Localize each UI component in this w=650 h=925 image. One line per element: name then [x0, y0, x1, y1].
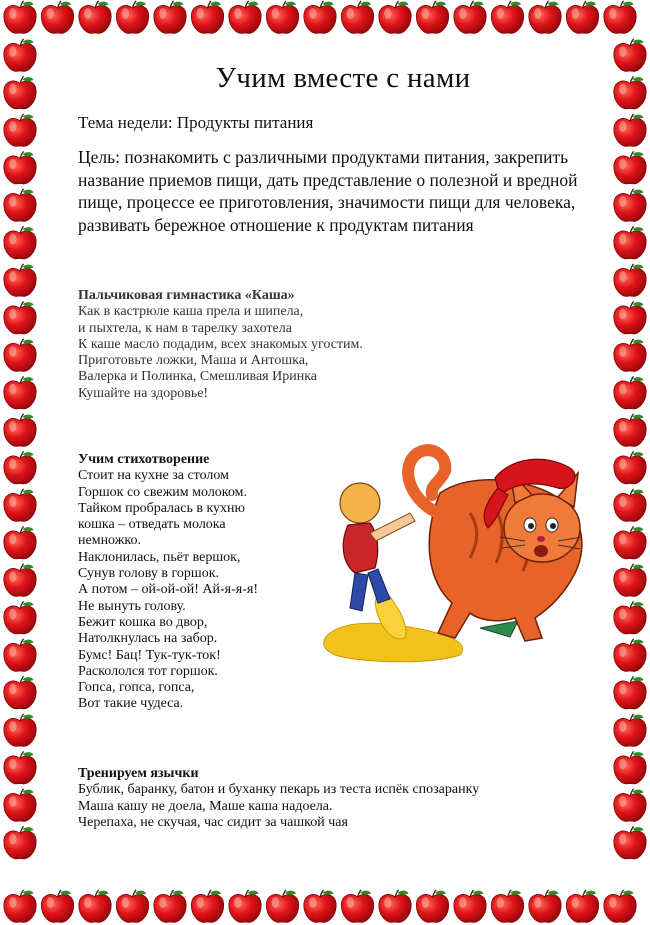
apple-icon: [529, 1, 561, 33]
apple-icon: [614, 151, 646, 183]
apple-icon: [614, 451, 646, 483]
apple-icon: [614, 189, 646, 221]
apple-icon: [41, 1, 73, 33]
poem-line: Натолкнулась на забор.: [78, 631, 218, 647]
apple-icon: [4, 114, 36, 146]
apple-icon: [416, 1, 448, 33]
finger-gym-line: и пыхтела, к нам в тарелку захотела: [78, 320, 292, 336]
apple-icon: [304, 1, 336, 33]
apple-icon: [614, 226, 646, 258]
finger-gym-section: [78, 288, 518, 402]
apple-icon: [4, 601, 36, 633]
apple-icon: [416, 890, 448, 922]
apple-icon: [4, 526, 36, 558]
poem-line: Наклонилась, пьёт вершок,: [78, 549, 241, 565]
poem-line: Бумс! Бац! Тук-тук-ток!: [78, 647, 221, 663]
apple-icon: [4, 890, 36, 922]
poem-section: [78, 452, 338, 713]
apple-icon: [266, 1, 298, 33]
apple-icon: [566, 1, 598, 33]
poem-line: Раскололся тот горшок.: [78, 663, 218, 679]
finger-gym-heading: Пальчиковая гимнастика «Каша»: [78, 288, 295, 303]
apple-icon: [491, 890, 523, 922]
apple-icon: [154, 1, 186, 33]
apple-icon: [454, 1, 486, 33]
apple-icon: [614, 301, 646, 333]
apple-icon: [4, 639, 36, 671]
apple-icon: [229, 1, 261, 33]
apple-icon: [191, 1, 223, 33]
apple-icon: [304, 890, 336, 922]
apple-icon: [4, 789, 36, 821]
apple-icon: [614, 264, 646, 296]
apple-icon: [191, 890, 223, 922]
apple-icon: [566, 890, 598, 922]
apple-icon: [4, 339, 36, 371]
apple-icon: [614, 114, 646, 146]
apple-icon: [529, 890, 561, 922]
apple-icon: [229, 890, 261, 922]
finger-gym-line: К каше масло подадим, всех знакомых угостим.: [78, 336, 363, 352]
goal-paragraph: Цель: познакомить с различными продуктами питания, закрепить название приемов пищи, дать представление о полезной и вредной пище, процессе ее приготовления, значимости пищи для человека, развивать бережное отношение к продуктам питания: [78, 147, 578, 235]
poem-line: Вот такие чудеса.: [78, 696, 184, 712]
apple-icon: [614, 826, 646, 858]
finger-gym-line: Как в кастрюле каша прела и шипела,: [78, 304, 304, 320]
poem-line: А потом – ой-ой-ой! Ай-я-я-я!: [78, 582, 258, 598]
apple-icon: [4, 826, 36, 858]
apple-icon: [4, 676, 36, 708]
apple-icon: [614, 676, 646, 708]
finger-gym-line: Валерка и Полинка, Смешливая Иринка: [78, 369, 318, 385]
apple-icon: [4, 489, 36, 521]
apple-icon: [614, 714, 646, 746]
poem-line: Горшок со свежим молоком.: [78, 484, 247, 500]
poem-line: Тайком пробралась в кухню: [78, 500, 246, 516]
tongue-twister-line: Маша кашу не доела, Маше каша надоела.: [78, 798, 333, 814]
apple-icon: [4, 151, 36, 183]
apple-icon: [604, 1, 636, 33]
apple-icon: [614, 376, 646, 408]
tongue-twister-line: Черепаха, не скучая, час сидит за чашкой чая: [78, 814, 348, 830]
week-topic: Тема недели: Продукты питания: [78, 113, 314, 132]
tongue-twister-section: [78, 766, 618, 831]
apple-icon: [379, 1, 411, 33]
apple-icon: [79, 890, 111, 922]
apple-icon: [379, 890, 411, 922]
apple-icon: [116, 1, 148, 33]
apple-icon: [4, 301, 36, 333]
apple-icon: [491, 1, 523, 33]
apple-icon: [614, 526, 646, 558]
poem-line: Не вынуть голову.: [78, 598, 186, 614]
apple-icon: [4, 264, 36, 296]
finger-gym-line: Приготовьте ложки, Маша и Антошка,: [78, 353, 309, 369]
apple-icon: [341, 890, 373, 922]
apple-icon: [4, 1, 36, 33]
apple-icon: [614, 489, 646, 521]
apple-icon: [341, 1, 373, 33]
apple-icon: [614, 601, 646, 633]
apple-icon: [79, 1, 111, 33]
apple-icon: [4, 564, 36, 596]
apple-icon: [614, 564, 646, 596]
apple-icon: [4, 714, 36, 746]
apple-icon: [116, 890, 148, 922]
apple-icon: [614, 414, 646, 446]
apple-icon: [614, 639, 646, 671]
page-title: Учим вместе с нами: [215, 62, 471, 94]
cat-pot-illustration: [320, 433, 605, 665]
apple-icon: [41, 890, 73, 922]
apple-icon: [154, 890, 186, 922]
poem-line: Стоит на кухне за столом: [78, 468, 229, 484]
apple-icon: [454, 890, 486, 922]
apple-icon: [614, 751, 646, 783]
apple-icon: [4, 751, 36, 783]
apple-icon: [4, 451, 36, 483]
apple-icon: [614, 339, 646, 371]
poem-line: кошка – отведать молока: [78, 517, 226, 533]
poem-heading: Учим стихотворение: [78, 452, 210, 467]
apple-icon: [614, 789, 646, 821]
poem-line: Гопса, гопса, гопса,: [78, 680, 195, 696]
apple-icon: [4, 189, 36, 221]
poem-line: Сунув голову в горшок.: [78, 566, 220, 582]
apple-icon: [266, 890, 298, 922]
tongue-twister-heading: Тренируем язычки: [78, 766, 199, 781]
poem-line: Бежит кошка во двор,: [78, 614, 208, 630]
apple-icon: [4, 376, 36, 408]
apple-icon: [4, 414, 36, 446]
finger-gym-line: Кушайте на здоровье!: [78, 385, 209, 401]
apple-icon: [4, 226, 36, 258]
poem-line: немножко.: [78, 533, 141, 549]
apple-icon: [604, 890, 636, 922]
tongue-twister-line: Бублик, баранку, батон и буханку пекарь из теста испёк спозаранку: [78, 782, 480, 798]
